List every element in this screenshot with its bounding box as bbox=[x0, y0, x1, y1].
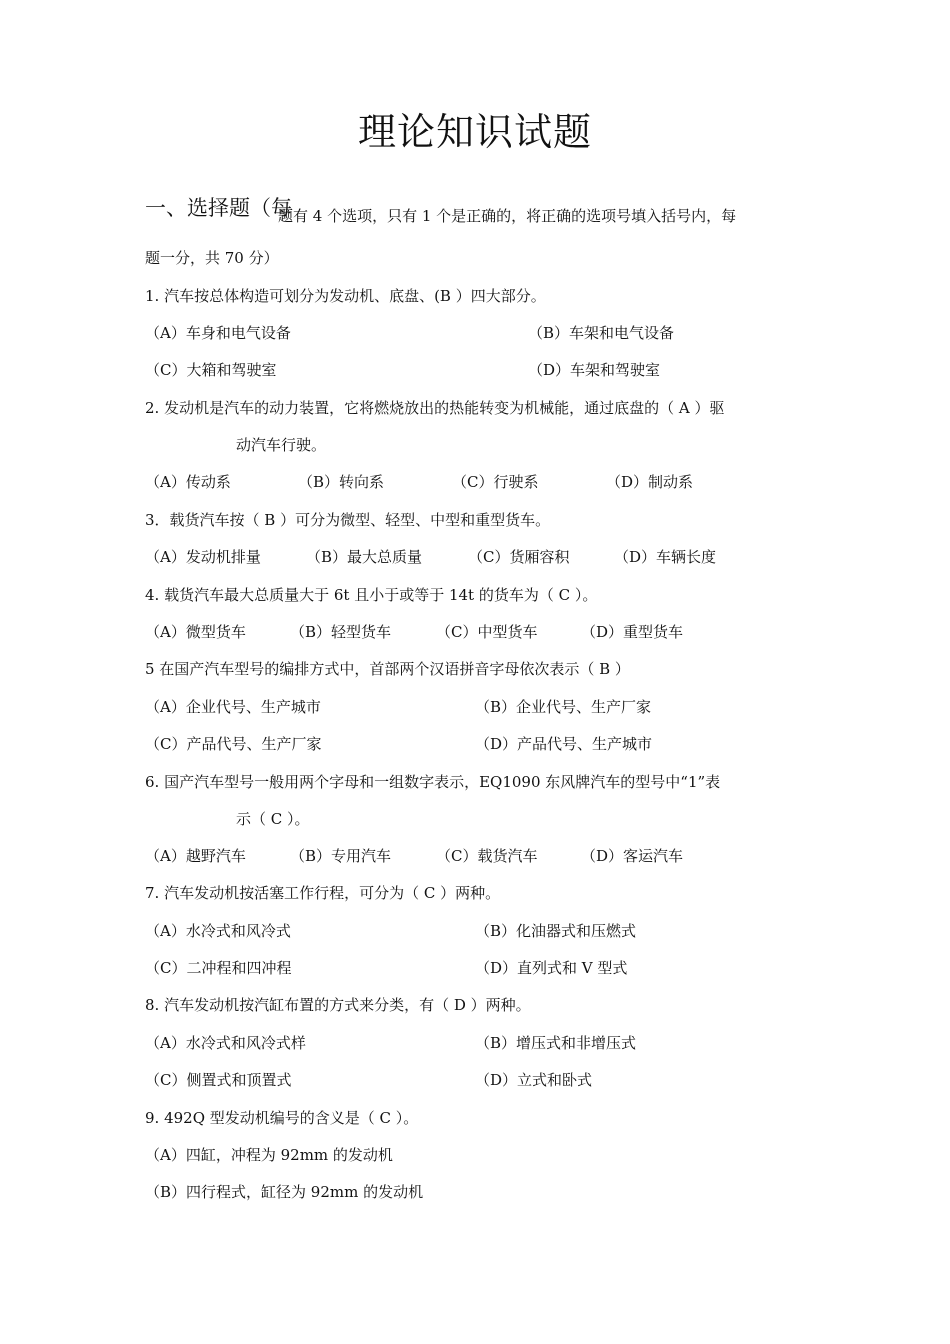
question-4-option-d: （D）重型货车 bbox=[581, 623, 684, 641]
question-4-stem: 4. 载货汽车最大总质量大于 6t 且小于或等于 14t 的货车为（ C ）。 bbox=[145, 586, 598, 604]
question-6-stem: 6. 国产汽车型号一般用两个字母和一组数字表示，EQ1090 东风牌汽车的型号中“1”表 bbox=[145, 773, 721, 791]
question-3-stem: 3．载货汽车按（ B ）可分为微型、轻型、中型和重型货车。 bbox=[145, 511, 551, 529]
question-7-option-a: （A）水冷式和风冷式 bbox=[145, 922, 291, 940]
question-1-option-d: （D）车架和驾驶室 bbox=[528, 361, 661, 379]
question-4-option-c: （C）中型货车 bbox=[436, 623, 538, 641]
question-6-option-b: （B）专用汽车 bbox=[290, 847, 392, 865]
question-9-stem: 9. 492Q 型发动机编号的含义是（ C ）。 bbox=[145, 1109, 419, 1127]
question-5-option-a: （A）企业代号、生产城市 bbox=[145, 698, 321, 716]
question-7-option-d: （D）直列式和 V 型式 bbox=[475, 959, 628, 977]
question-6-option-c: （C）载货汽车 bbox=[436, 847, 538, 865]
question-7-option-c: （C）二冲程和四冲程 bbox=[145, 959, 292, 977]
question-6-stem-continued: 示（ C ）。 bbox=[236, 810, 310, 828]
section-instructions-line-2: 题一分，共 70 分） bbox=[145, 249, 279, 267]
question-4-option-b: （B）轻型货车 bbox=[290, 623, 392, 641]
question-2-stem: 2. 发动机是汽车的动力装置，它将燃烧放出的热能转变为机械能，通过底盘的（ A ）驱 bbox=[145, 399, 725, 417]
question-1-option-a: （A）车身和电气设备 bbox=[145, 324, 291, 342]
question-5-stem: 5 在国产汽车型号的编排方式中，首部两个汉语拼音字母依次表示（ B ） bbox=[145, 660, 630, 678]
question-3-option-b: （B）最大总质量 bbox=[306, 548, 423, 566]
question-2-option-b: （B）转向系 bbox=[298, 473, 385, 491]
question-2-option-a: （A）传动系 bbox=[145, 473, 231, 491]
question-8-option-b: （B）增压式和非增压式 bbox=[475, 1034, 637, 1052]
question-7-option-b: （B）化油器式和压燃式 bbox=[475, 922, 637, 940]
question-9-option-b: （B）四行程式，缸径为 92mm 的发动机 bbox=[145, 1183, 424, 1201]
page-title: 理论知识试题 bbox=[357, 110, 592, 154]
question-3-option-c: （C）货厢容积 bbox=[468, 548, 570, 566]
question-4-option-a: （A）微型货车 bbox=[145, 623, 246, 641]
question-5-option-c: （C）产品代号、生产厂家 bbox=[145, 735, 322, 753]
question-5-option-b: （B）企业代号、生产厂家 bbox=[475, 698, 652, 716]
question-9-option-a: （A）四缸，冲程为 92mm 的发动机 bbox=[145, 1146, 393, 1164]
section-instructions-line-1: 题有 4 个选项，只有 1 个是正确的，将正确的选项号填入括号内，每 bbox=[278, 207, 737, 225]
question-5-option-d: （D）产品代号、生产城市 bbox=[475, 735, 653, 753]
question-1-option-c: （C）大箱和驾驶室 bbox=[145, 361, 277, 379]
question-7-stem: 7. 汽车发动机按活塞工作行程，可分为（ C ）两种。 bbox=[145, 884, 501, 902]
question-8-option-d: （D）立式和卧式 bbox=[475, 1071, 593, 1089]
question-1-stem: 1. 汽车按总体构造可划分为发动机、底盘、(B ）四大部分。 bbox=[145, 287, 546, 305]
question-8-option-c: （C）侧置式和顶置式 bbox=[145, 1071, 292, 1089]
question-1-option-b: （B）车架和电气设备 bbox=[528, 324, 675, 342]
question-3-option-a: （A）发动机排量 bbox=[145, 548, 261, 566]
question-8-stem: 8. 汽车发动机按汽缸布置的方式来分类，有（ D ）两种。 bbox=[145, 996, 531, 1014]
question-8-option-a: （A）水冷式和风冷式样 bbox=[145, 1034, 306, 1052]
question-2-option-c: （C）行驶系 bbox=[452, 473, 539, 491]
section-heading: 一、选择题（每 bbox=[145, 196, 292, 220]
question-6-option-d: （D）客运汽车 bbox=[581, 847, 684, 865]
question-2-option-d: （D）制动系 bbox=[606, 473, 694, 491]
question-6-option-a: （A）越野汽车 bbox=[145, 847, 246, 865]
question-2-stem-continued: 动汽车行驶。 bbox=[236, 436, 327, 454]
question-3-option-d: （D）车辆长度 bbox=[614, 548, 717, 566]
